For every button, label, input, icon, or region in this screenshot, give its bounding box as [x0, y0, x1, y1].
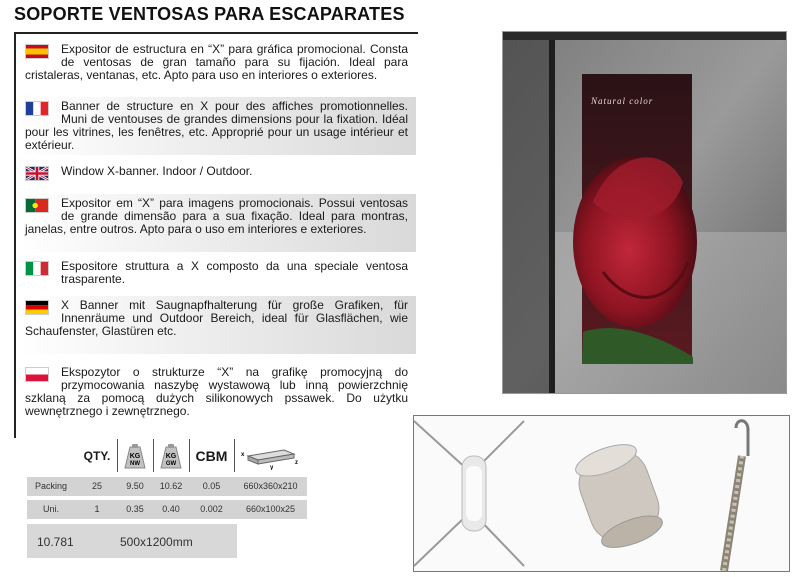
row-cbm: 0.002: [200, 504, 223, 514]
uk-flag-icon: [25, 166, 49, 181]
row-dims: 660x360x210: [243, 481, 298, 491]
y-label: y: [270, 464, 274, 470]
row-nw: 9.50: [126, 481, 144, 491]
row-gw: 0.40: [162, 504, 180, 514]
dimensions-icon: [234, 439, 304, 472]
gross-weight-icon: [153, 439, 189, 472]
accessory-photo: [413, 415, 790, 572]
description-es-text: Expositor de estructura en “X” para gráfica promocional. Consta de ventosas de gran tamaño para su fijación. Ideal para cristaleras, ventanas, etc. Apto para uso en interiores o exteriores.: [25, 42, 408, 82]
description-pl-text: Ekspozytor o strukturze “X” na grafikę promocyjną do przymocowania naszybę wystawową lub inną powierzchnię szklaną za pomocą dużych silikonowych pssawek. Do użytku wewnętrznego i zewnętrznego.: [25, 365, 408, 418]
row-nw: 0.35: [126, 504, 144, 514]
description-es: [20, 40, 416, 96]
description-pl: [20, 363, 416, 433]
italy-flag-icon: [25, 261, 49, 276]
row-label: Packing: [34, 481, 68, 491]
france-flag-icon: [25, 101, 49, 116]
table-row: [27, 477, 307, 496]
row-qty: 1: [94, 504, 100, 514]
germany-flag-icon: [25, 300, 49, 315]
qty-header: QTY.: [83, 448, 111, 463]
description-de-text: X Banner mit Saugnapfhalterung für große Grafiken, für Innenräume und Outdoor Bereich, ideal für Glasflächen, wie Schaufenster, Glastüren etc.: [25, 298, 408, 338]
reference-code: 10.781: [37, 535, 74, 549]
reference-size: 500x1200mm: [120, 535, 193, 549]
spain-flag-icon: [25, 44, 49, 59]
portugal-flag-icon: [25, 198, 49, 213]
description-it-text: Espositore struttura a X composto da una speciale ventosa trasparente.: [61, 259, 408, 286]
row-label: Uni.: [42, 504, 59, 514]
description-en: [20, 162, 416, 190]
net-weight-icon: [117, 439, 153, 472]
product-photo: [502, 31, 787, 394]
cbm-header: CBM: [195, 447, 228, 464]
poland-flag-icon: [25, 367, 49, 382]
description-de: [20, 296, 416, 354]
nw-label: NW: [130, 460, 140, 467]
kg-label: KG: [129, 452, 141, 460]
description-pt: [20, 194, 416, 252]
x-label: x: [241, 451, 245, 458]
row-cbm: 0.05: [202, 481, 221, 491]
row-gw: 10.62: [159, 481, 183, 491]
description-it: [20, 257, 416, 293]
page-title: SOPORTE VENTOSAS PARA ESCAPARATES: [14, 4, 405, 24]
reference-bar: [27, 524, 237, 558]
description-fr: [20, 97, 416, 155]
description-fr-text: Banner de structure en X pour des affiches promotionnelles. Muni de ventouses de grandes dimensions pour la fixation. Idéal pour les vitrines, les fenêtres, etc. Approprié pour un usage intérieur et extérieur.: [25, 99, 408, 152]
description-pt-text: Expositor em “X” para imagens promocionais. Possui ventosas de grande dimensão para a sua fixação. Ideal para montras, janelas, entre outros. Apto para o uso em interiores e exteriores.: [25, 196, 408, 236]
z-label: z: [295, 459, 298, 466]
kg-label-2: KG: [165, 452, 177, 460]
row-qty: 25: [91, 481, 102, 491]
description-en-text: Window X-banner. Indoor / Outdoor.: [61, 164, 253, 178]
poster-text: Natural color: [591, 96, 654, 106]
table-row: [27, 500, 307, 519]
gw-label: GW: [165, 460, 177, 467]
row-dims: 660x100x25: [245, 504, 296, 514]
